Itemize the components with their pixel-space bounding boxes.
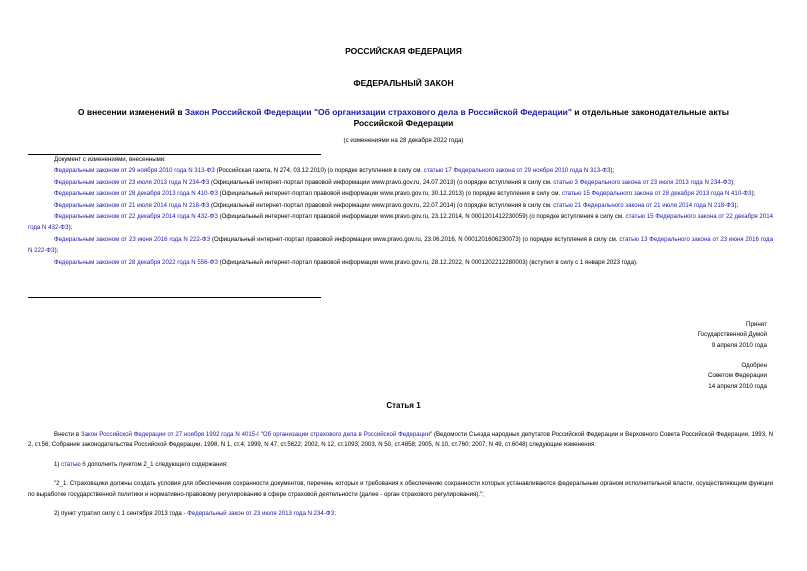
law-title-link[interactable]: Закон Российской Федерации "Об организации страхового дела в Российской Федерации" <box>184 107 572 117</box>
adoption-block <box>567 320 767 351</box>
amendment-tail: ); <box>68 224 73 232</box>
amendment-item <box>28 177 773 188</box>
amendment-link[interactable]: Федеральным законом от 28 декабря 2022 года N 556-ФЗ <box>54 258 218 266</box>
amendment-link[interactable]: Федеральным законом от 21 июля 2014 года N 218-ФЗ <box>54 201 210 209</box>
approval-block <box>567 361 767 392</box>
amendment-tail: ); <box>751 190 756 198</box>
paragraph-text: дополнить пунктом 2_1 следующего содержания: <box>85 460 228 468</box>
amendment-text: (Официальный интернет-портал правовой информации www.pravo.gov.ru, 22.07.2014) (о порядке вступления в силу см. <box>209 201 554 209</box>
law-title-prefix: О внесении изменений в <box>77 107 185 117</box>
approved-date: 14 апреля 2010 года <box>708 382 767 390</box>
amendment-tail: ); <box>731 178 735 186</box>
paragraph-text: 2) пункт утратил силу с 1 сентября 2013 года - <box>54 510 188 518</box>
country-heading: РОССИЙСКАЯ ФЕДЕРАЦИЯ <box>345 46 462 56</box>
amendment-item <box>28 200 773 211</box>
amendment-link[interactable]: Федеральным законом от 23 июля 2013 года N 234-ФЗ <box>54 178 210 186</box>
amendment-item <box>28 165 773 176</box>
amendment-text: (Официальный интернет-портал правовой информации www.pravo.gov.ru, 28.12.2022, N 0001202212280003) (вступил в силу с 1 января 2023 года). <box>217 258 638 266</box>
article-paragraph-3: "2_1. Страховщики должны создать условия для обеспечения сохранности документов, перечень которых и требования к обеспечению сохранности которых устанавливаются федеральным органом исполнительной власти, осуществляющим функции по выработке государственной политики и нормативно-правовому регулированию в сфере страховой деятельности (далее - орган страхового регулирования)."; <box>28 480 773 498</box>
paragraph-text: Внести в <box>54 431 81 438</box>
amendment-text: (Российская газета, N 274, 03.12.2010) (о порядке вступления в силу см. <box>214 167 424 175</box>
article-6-link[interactable]: статью 6 <box>61 460 86 468</box>
amendment-tail: ); <box>54 247 59 255</box>
article-paragraph-1 <box>28 430 773 451</box>
paragraph-text: " (Ведомости Съезда народных депутатов Российской Федерации и Верховного Совета Российской Федерации, 1993, N 2, ст.56; Собрание законодательства Российской Федерации, 1998, N 1, ст.4; 1999, N 47, ст.5622; 2002, N 12, ст.1093; 2003, N 50, ст.4858; 2005, N 10, ст.760; 2007, N 49, ст.6048) следующие изменения: <box>28 431 773 449</box>
amendment-tail: ); <box>610 167 615 175</box>
amendment-link[interactable]: Федеральным законом от 23 июня 2016 года N 222-ФЗ <box>54 235 211 243</box>
amendment-article-link[interactable]: статью 3 Федерального закона от 23 июля 2013 года N 234-ФЗ <box>553 178 732 186</box>
amendment-article-link[interactable]: статью 21 Федерального закона от 21 июля 2014 года N 218-ФЗ <box>553 201 735 209</box>
law-title-suffix: и отдельные законодательные акты Российской Федерации <box>353 107 730 128</box>
law-234-link[interactable]: Федеральный закон от 23 июля 2013 года N 234-ФЗ <box>187 510 335 518</box>
amendment-item <box>28 211 773 234</box>
amendments-intro: Документ с изменениями, внесенными: <box>54 156 166 163</box>
approved-body: Советом Федерации <box>708 372 767 380</box>
amendment-item <box>28 188 773 199</box>
divider-bottom <box>28 297 321 298</box>
amendment-item <box>28 234 773 257</box>
amendment-text: (Официальный интернет-портал правовой информации www.pravo.gov.ru, 23.12.2014, N 0001201412230059) (о порядке вступления в силу см. <box>217 213 626 221</box>
amendment-article-link[interactable]: статью 17 Федерального закона от 29 ноября 2010 года N 313-ФЗ <box>423 167 611 175</box>
adopted-body: Государственной Думой <box>697 331 767 339</box>
amendment-article-link[interactable]: статью 15 Федерального закона от 22 декабря 2014 года N 432-ФЗ <box>28 213 773 232</box>
amendment-text: (Официальный интернет-портал правовой информации www.pravo.gov.ru, 24.07.2013) (о порядке вступления в силу см. <box>209 178 554 186</box>
article-body <box>28 430 773 519</box>
adopted-date: 9 апреля 2010 года <box>711 341 767 349</box>
amendment-link[interactable]: Федеральным законом от 22 декабря 2014 года N 432-ФЗ <box>54 213 218 221</box>
law-title <box>60 107 747 129</box>
amendment-text: (Официальный интернет-портал правовой информации www.pravo.gov.ru, 23.06.2016, N 0001201606230073) (о порядке вступления в силу см. <box>210 235 620 243</box>
paragraph-text: 1) <box>54 460 62 468</box>
amendment-link[interactable]: Федеральным законом от 29 ноября 2010 года N 313-ФЗ <box>54 167 215 175</box>
article-paragraph-2 <box>28 460 773 470</box>
amendment-text: (Официальный интернет-портал правовой информации www.pravo.gov.ru, 30.12.2013) (о порядке вступления в силу см. <box>217 190 562 198</box>
paragraph-text: " <box>258 431 263 438</box>
law-type-heading: ФЕДЕРАЛЬНЫЙ ЗАКОН <box>353 78 454 88</box>
article-paragraph-4 <box>28 509 773 519</box>
approved-label: Одобрен <box>741 362 767 369</box>
paragraph-text: ; <box>334 510 336 518</box>
amendment-link[interactable]: Федеральным законом от 28 декабря 2013 года N 410-ФЗ <box>54 190 218 198</box>
law-1992-link[interactable]: Закон Российской Федерации от 27 ноября 1992 года N 4015-I <box>80 431 259 438</box>
amendment-article-link[interactable]: статью 13 Федерального закона от 23 июня 2016 года N 222-ФЗ <box>28 235 773 255</box>
amendment-tail: ); <box>734 201 739 209</box>
article-heading: Статья 1 <box>386 401 421 410</box>
amendment-article-link[interactable]: статью 15 Федерального закона от 28 декабря 2013 года N 410-ФЗ <box>561 190 752 198</box>
edition-note: (с изменениями на 28 декабря 2022 года) <box>343 137 464 144</box>
amendment-item <box>28 257 773 268</box>
amendments-list <box>28 154 773 268</box>
adopted-label: Принят <box>746 321 767 328</box>
law-name-link[interactable]: Об организации страхового дела в Российской Федерации <box>262 431 430 438</box>
